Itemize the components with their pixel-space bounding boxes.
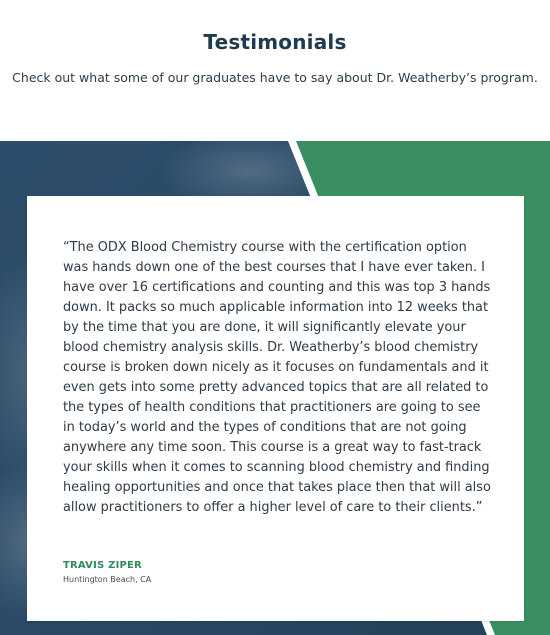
testimonial-card xyxy=(27,196,524,621)
testimonial-location: Huntington Beach, CA xyxy=(63,575,152,584)
testimonial-quote: “The ODX Blood Chemistry course with the certification option was hands down one of the best courses that I have ever taken. I have over 16 certifications and counting and this was top 3 hands down. It packs so much applicable information into 12 weeks that by the time that you are done, it will significantly elevate your blood chemistry analysis skills. Dr. Weatherby’s blood chemistry course is broken down nicely as it focuses on fundamentals and it even gets into some pretty advanced topics that are all related to the types of health conditions that practitioners are going to see in today’s world and the types of conditions that are not going anywhere any time soon. This course is a great way to fast-track your skills when it comes to scanning blood chemistry and finding healing opportunities and once that takes place then that will also allow practitioners to offer a higher level of care to their clients.” xyxy=(63,240,491,515)
section-title: Testimonials xyxy=(203,30,347,54)
section-subtitle: Check out what some of our graduates have to say about Dr. Weatherby’s program. xyxy=(12,70,538,85)
testimonials-header xyxy=(0,0,550,141)
testimonial-author: TRAVIS ZIPER xyxy=(63,560,142,571)
